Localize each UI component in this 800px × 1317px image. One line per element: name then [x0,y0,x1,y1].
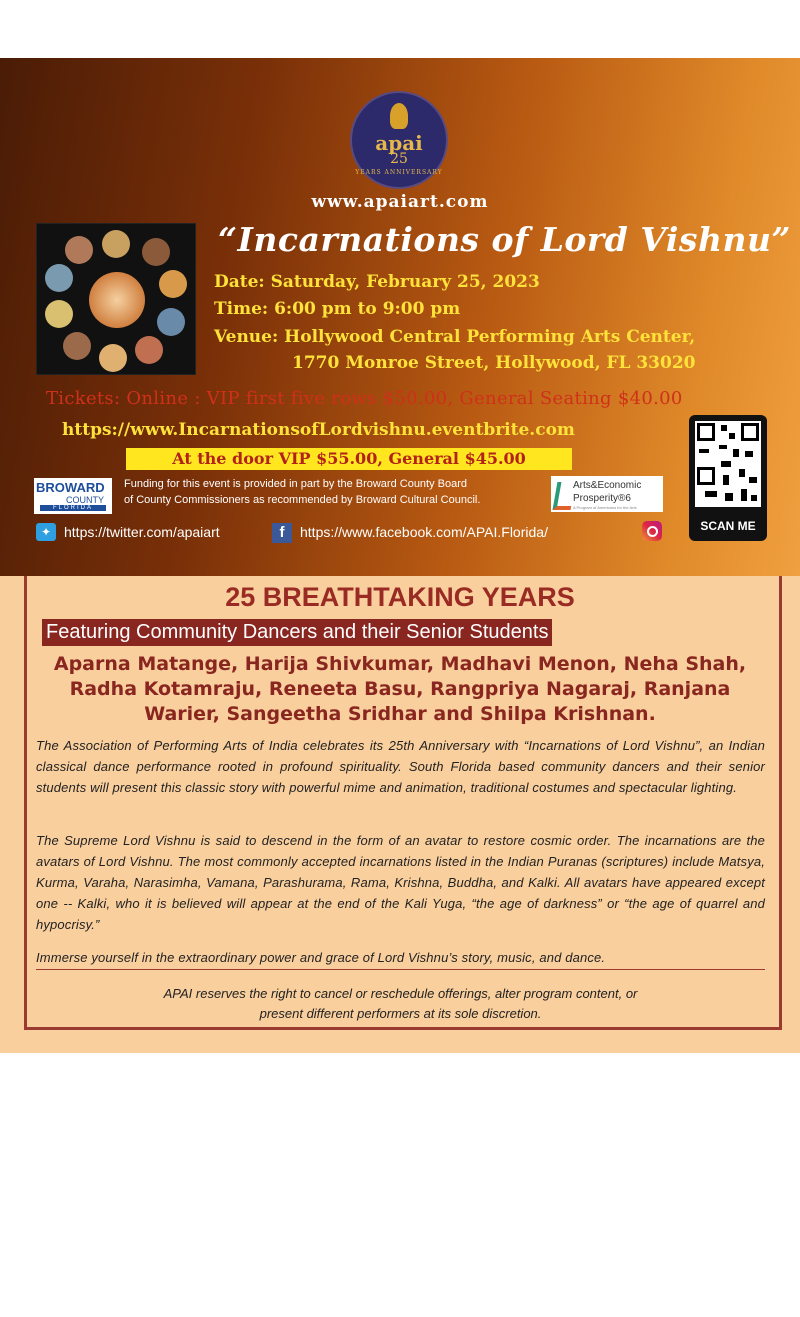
disclaimer-line1: APAI reserves the right to cancel or reschedule offerings, alter program content, or [163,986,638,1001]
anniversary-heading: 25 BREATHTAKING YEARS [225,582,575,612]
description-paragraph-1: The Association of Performing Arts of India celebrates its 25th Anniversary with “Incarnations of Lord Vishnu”, an Indian classical dance performance rooted in profound spirituality. South Florida based community dancers and their senior students will present this classic story with powerful mime and animation, traditional costumes and spectacular lighting. [36,738,765,795]
description-paragraph-2: The Supreme Lord Vishnu is said to descend in the form of an avatar to restore cosmic order. The incarnations are the avatars of Lord Vishnu. The most commonly accepted incarnations listed in the Indian Puranas (scriptures) include Matsya, Kurma, Varaha, Narasimha, Vamana, Parashurama, Rama, Krishna, Buddha, and Kalki. All avatars have appeared except one -- Kalki, who it is believed will appear at the end of the Kali Yuga, “the age of darkness” or “the age of quarrel and hypocrisy.” [36,833,765,932]
twitter-link[interactable]: https://twitter.com/apaiart [64,524,220,540]
logo-brand: apai [375,131,423,155]
vishnu-center-portrait [89,272,145,328]
funding-line1: Funding for this event is provided in part by the Broward County Board [124,478,468,490]
facebook-link[interactable]: https://www.facebook.com/APAI.Florida/ [300,524,548,540]
featuring-banner: Featuring Community Dancers and their Senior Students [42,619,552,646]
avatar-collage-image [36,223,196,375]
broward-logo-text: BROWARD [36,480,105,495]
arts-logo-line3: A Program of Americans for the Arts [573,505,637,510]
event-venue-line1: Venue: Hollywood Central Performing Arts Center, [214,327,696,347]
apai-25-logo [352,93,446,187]
arts-logo-line1: Arts&Economic [573,480,642,491]
dancer-list: Aparna Matange, Harija Shivkumar, Madhavi Menon, Neha Shah, Radha Kotamraju, Reneeta Basu, Rangpriya Nagaraj, Ranjana Warier, Sangeetha Sridhar and Shilpa Krishnan. [53,653,747,725]
eventbrite-link[interactable]: https://www.IncarnationsofLordvishnu.eventbrite.com [62,420,575,440]
logo-anniversary: YEARS ANNIVERSARY [355,169,443,176]
scan-me-label: SCAN ME [700,519,756,533]
door-ticket-prices: At the door VIP $55.00, General $45.00 [126,448,572,470]
facebook-icon[interactable]: f [272,523,292,543]
description-paragraph-3: Immerse yourself in the extraordinary power and grace of Lord Vishnu’s story, music, and dance. [36,950,606,965]
broward-county-text: COUNTY [66,495,104,505]
deity-figure-icon [390,103,408,129]
website-link[interactable]: www.apaiart.com [311,192,489,212]
event-title: “Incarnations of Lord Vishnu” [218,220,791,259]
online-ticket-prices: Tickets: Online : VIP first five rows $50.00, General Seating $40.00 [46,388,683,409]
logo-number: 25 [390,151,408,167]
qr-code[interactable] [689,415,767,541]
divider [36,969,765,970]
event-banner [0,58,800,576]
twitter-icon[interactable]: ✦ [36,523,56,541]
funding-notice [124,476,544,508]
event-venue-line2: 1770 Monroe Street, Hollywood, FL 33020 [292,353,696,373]
event-time: Time: 6:00 pm to 9:00 pm [214,299,461,319]
disclaimer [36,984,765,1024]
event-date: Date: Saturday, February 25, 2023 [214,272,540,292]
disclaimer-line2: present different performers at its sole discretion. [259,1006,542,1021]
instagram-icon[interactable] [642,521,662,541]
arts-economic-prosperity-logo [551,476,663,512]
details-panel [0,576,800,1053]
qr-pattern-icon [695,421,761,507]
broward-county-logo [34,478,112,514]
funding-line2: of County Commissioners as recommended by Broward Cultural Council. [124,494,481,506]
broward-state-text: FLORIDA [40,505,106,511]
arts-logo-line2: Prosperity®6 [573,493,631,504]
